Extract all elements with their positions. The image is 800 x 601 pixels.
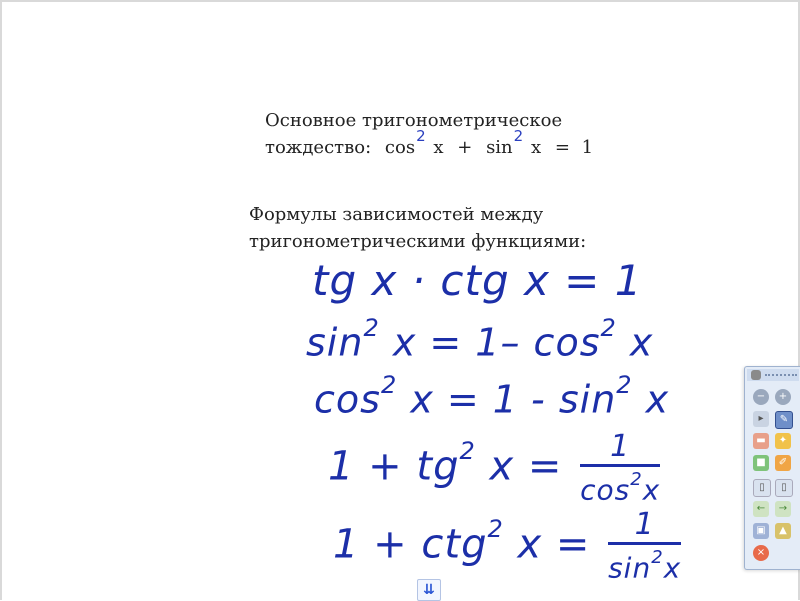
fraction-cos: $\frac{1}{\cos^2x}$ [580, 429, 661, 507]
zoom-out-icon[interactable]: − [753, 389, 769, 405]
identity-eq-sign: = [554, 137, 570, 158]
page-icon[interactable]: ▯ [753, 479, 771, 497]
formula-tg-ctg: tg x · ctg x = 1 [312, 256, 643, 305]
color-icon[interactable]: ■ [753, 455, 769, 471]
save-icon[interactable]: ▣ [753, 523, 769, 539]
pen-icon[interactable]: ✎ [775, 411, 793, 429]
back-icon[interactable]: ← [753, 501, 769, 517]
trash-icon[interactable] [751, 370, 761, 380]
page-copy-icon[interactable]: ▯ [775, 479, 793, 497]
identity-cos: cos [384, 137, 416, 158]
identity-prefix: тождество: [265, 137, 372, 158]
close-icon[interactable]: × [753, 545, 769, 561]
identity-block [265, 107, 593, 162]
identity-line1: Основное тригонометрическое [265, 110, 563, 131]
page-border-top [0, 0, 800, 2]
identity-line2 [265, 127, 594, 162]
fraction-sin: $\frac{1}{\sin^2x}$ [608, 507, 682, 585]
identity-one: 1 [581, 137, 594, 158]
formula-sin-squared: $\sin^2 x = 1-$ $\cos^2 x$ [306, 314, 654, 365]
scroll-down-button[interactable]: ⇊ [417, 579, 441, 601]
identity-x1: x [433, 137, 444, 158]
edit-icon[interactable]: ✐ [775, 455, 791, 471]
identity-sin: sin [486, 137, 513, 158]
eraser-icon[interactable]: ▬ [753, 433, 769, 449]
identity-sin-exp: 2 [513, 127, 524, 145]
formula-cos-squared: $\cos^2 x = 1 - \sin^2 x$ [314, 371, 670, 422]
formula-tg-squared: $1 + tg^2$ x = $\frac{1}{\cos^2x}$ [328, 429, 661, 507]
dependencies-line2: тригонометрическими функциями: [249, 231, 587, 252]
formula-ctg-squared: 1 + ctg$^2$ x = $\frac{1}{\sin^2x}$ [333, 507, 682, 585]
dependencies-heading [249, 201, 586, 255]
zoom-in-icon[interactable]: + [775, 389, 791, 405]
identity-x2: x [530, 137, 542, 158]
identity-cos-exp: 2 [416, 127, 426, 145]
image-icon[interactable]: ▲ [775, 523, 791, 539]
identity-plus: + [457, 137, 473, 158]
pointer-icon[interactable]: ▸ [753, 411, 769, 427]
floating-toolbar[interactable] [744, 366, 800, 570]
highlighter-icon[interactable]: ✦ [775, 433, 791, 449]
page-border-left [0, 0, 2, 600]
forward-icon[interactable]: → [775, 501, 791, 517]
dependencies-line1: Формулы зависимостей между [249, 204, 544, 225]
